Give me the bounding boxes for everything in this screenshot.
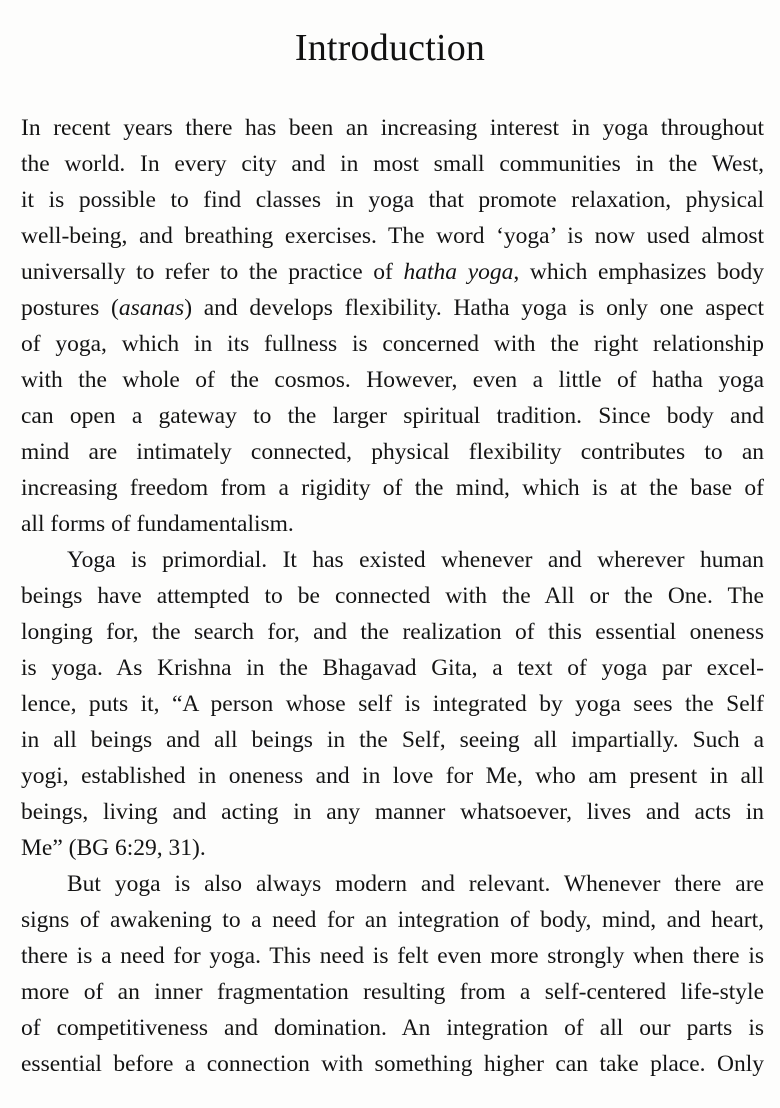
text-line: mind are intimately connected, physical flexibility contributes to an bbox=[21, 439, 764, 465]
text-line: with the whole of the cosmos. However, even a little of hatha yoga bbox=[21, 367, 764, 393]
text-line: beings have attempted to be connected with the All or the One. The bbox=[21, 583, 764, 609]
text-line: essential before a connection with something higher can take place. Only bbox=[21, 1051, 764, 1077]
text-line: it is possible to find classes in yoga that promote relaxation, physical bbox=[21, 187, 764, 213]
text-line-with-italic: postures (asanas) and develops flexibility. Hatha yoga is only one aspect bbox=[21, 295, 764, 321]
text-line: signs of awakening to a need for an integration of body, mind, and heart, bbox=[21, 907, 764, 933]
text-line: Yoga is primordial. It has existed whenever and wherever human bbox=[67, 547, 764, 573]
text-line-with-italic: universally to refer to the practice of hatha yoga, which emphasizes body bbox=[21, 259, 764, 285]
text-line: increasing freedom from a rigidity of the mind, which is at the base of bbox=[21, 475, 764, 501]
text-line: all forms of fundamentalism. bbox=[21, 511, 294, 537]
text-line: longing for, the search for, and the realization of this essential oneness bbox=[21, 619, 764, 645]
text-line: beings, living and acting in any manner whatsoever, lives and acts in bbox=[21, 799, 764, 825]
text-line: of yoga, which in its fullness is concerned with the right relationship bbox=[21, 331, 764, 357]
text-line: there is a need for yoga. This need is felt even more strongly when there is bbox=[21, 943, 764, 969]
text-line: of competitiveness and domination. An integration of all our parts is bbox=[21, 1015, 764, 1041]
italic-term: hatha yoga bbox=[403, 259, 514, 285]
italic-term: asanas bbox=[118, 295, 185, 321]
body-text bbox=[21, 110, 764, 1082]
text-line: more of an inner fragmentation resulting from a self-centered life-style bbox=[21, 979, 764, 1005]
text-line: well-being, and breathing exercises. The word ‘yoga’ is now used almost bbox=[21, 223, 764, 249]
paragraph-1 bbox=[21, 110, 764, 542]
text-line: in all beings and all beings in the Self, seeing all impartially. Such a bbox=[21, 727, 764, 753]
chapter-title: Introduction bbox=[294, 27, 486, 69]
text-line: lence, puts it, “A person whose self is integrated by yoga sees the Self bbox=[21, 691, 764, 717]
text-line: Me” (BG 6:29, 31). bbox=[21, 835, 206, 861]
text-line: is yoga. As Krishna in the Bhagavad Gita, a text of yoga par excel- bbox=[21, 655, 764, 681]
paragraph-2 bbox=[21, 542, 764, 866]
text-line: In recent years there has been an increasing interest in yoga throughout bbox=[21, 115, 764, 141]
text-line: But yoga is also always modern and relevant. Whenever there are bbox=[67, 871, 764, 897]
text-line: the world. In every city and in most small communities in the West, bbox=[21, 151, 764, 177]
text-line: yogi, established in oneness and in love for Me, who am present in all bbox=[21, 763, 764, 789]
paragraph-3 bbox=[21, 866, 764, 1082]
text-line: can open a gateway to the larger spiritual tradition. Since body and bbox=[21, 403, 764, 429]
